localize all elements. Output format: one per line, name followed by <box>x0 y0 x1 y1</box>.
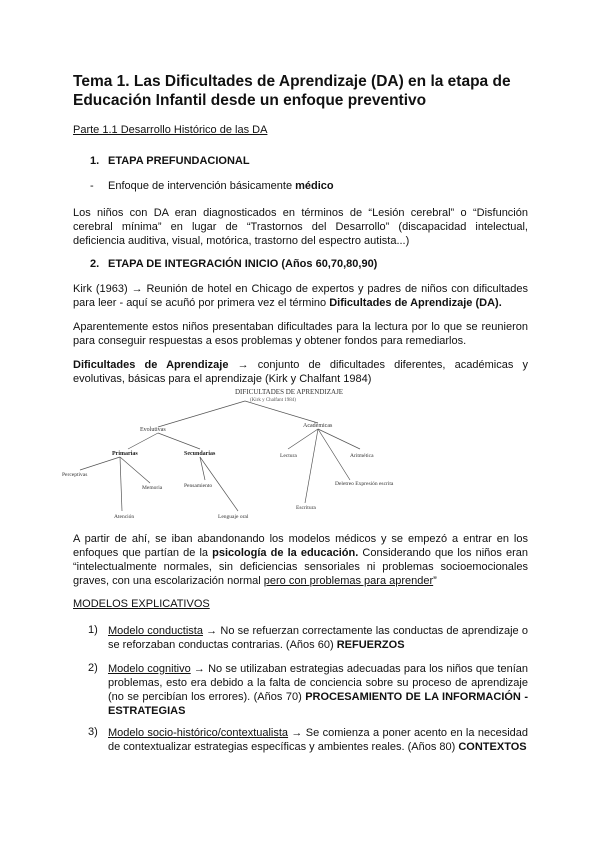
node-secundarias: Secundarias <box>184 451 216 457</box>
definition-text: → conjunto de dificultades diferentes, académicas y evolutivas, básicas para el aprendizaje (Kirk y Chalfant 1984) <box>73 359 528 385</box>
p4-bold: psicología de la educación. <box>212 547 359 559</box>
node-primarias: Primarias <box>112 451 138 457</box>
s2-heading: ETAPA DE INTEGRACIÓN INICIO (Años 60,70,80,90) <box>108 258 378 270</box>
edge <box>120 457 150 483</box>
model-1 <box>108 624 528 652</box>
page-title: Tema 1. Las Dificultades de Aprendizaje (DA) en la etapa de Educación Infantil desde un enfoque preventivo <box>73 73 511 109</box>
model-3 <box>108 726 528 754</box>
s1-heading: ETAPA PREFUNDACIONAL <box>108 155 250 167</box>
node-atencion: Atención <box>114 514 135 520</box>
bullet-text: Enfoque de intervención básicamente <box>108 180 296 192</box>
paragraph-psicologia <box>73 532 528 588</box>
node-evolutivas: Evolutivas <box>140 427 166 433</box>
model-2 <box>108 662 528 718</box>
edge <box>120 457 122 511</box>
model-2-number: 2) <box>88 662 98 674</box>
paragraph-kirk <box>73 282 528 310</box>
model-3-text: → Se comienza a poner acento en la necesidad de contextualizar estrategias específicas y ambientes reales. (Años 80) <box>108 727 528 753</box>
paragraph-lesion: Los niños con DA eran diagnosticados en términos de “Lesión cerebral” o “Disfunción cerebral mínima” en lugar de “Trastornos del Desarrollo” (discapacidad intelectual, deficiencia auditiva, visual, motórica, trastorno del espectro autista...) <box>73 207 528 247</box>
bullet-line <box>108 180 334 192</box>
node-aritmetica: Aritmética <box>350 453 374 459</box>
model-1-bold: REFUERZOS <box>336 639 405 651</box>
p4-text-3: ” <box>433 575 437 587</box>
model-3-number: 3) <box>88 726 98 738</box>
bullet-bold: médico <box>295 180 334 192</box>
p4-text-2: Considerando que los niños eran “intelectualmente normales, sin deficiencias sensoriales ni problemas socioemocionales graves, con una escolarización normal <box>73 547 528 587</box>
edge <box>128 433 158 449</box>
node-memoria: Memoria <box>142 485 163 491</box>
da-tree-diagram <box>60 385 530 525</box>
kirk-text: Kirk (1963) → Reunión de hotel en Chicago de expertos y padres de niños con dificultades para leer - aquí se acuñó por primera vez el término <box>73 283 528 309</box>
model-2-bold: PROCESAMIENTO DE LA INFORMACIÓN - ESTRATEGIAS <box>108 691 528 717</box>
edge <box>158 433 200 449</box>
s2-number: 2. <box>90 258 100 270</box>
model-1-number: 1) <box>88 624 98 636</box>
model-1-name: Modelo conductista <box>108 625 203 637</box>
s1-number: 1. <box>90 155 100 167</box>
paragraph-definition <box>73 358 528 386</box>
model-3-bold: CONTEXTOS <box>458 741 527 753</box>
bullet-dash: - <box>90 180 94 192</box>
models-heading: MODELOS EXPLICATIVOS <box>73 598 210 610</box>
node-lectura: Lectura <box>280 453 297 459</box>
p4-text-1: A partir de ahí, se iban abandonando los modelos médicos y se empezó a entrar en los enfoques que partían de la <box>73 533 528 559</box>
section-subtitle: Parte 1.1 Desarrollo Histórico de las DA <box>73 124 268 136</box>
edge <box>80 457 120 470</box>
model-1-text: → No se refuerzan correctamente las conductas de aprendizaje o se reforzaban conductas contrarias. (Años 60) <box>108 625 529 651</box>
edge <box>158 401 245 427</box>
kirk-bold: Dificultades de Aprendizaje (DA). <box>329 297 502 309</box>
model-2-text: → No se utilizaban estrategias adecuadas para los niños que tenían problemas, esto era debido a la falta de conciencia sobre su proceso de aprendizaje (no se percibían los errores). (Años 70) <box>108 663 528 703</box>
paragraph-aparentemente: Aparentemente estos niños presentaban dificultades para la lectura por lo que se reunieron para conseguir respuestas a esos problemas y obtener fondos para remediarlos. <box>73 321 528 347</box>
node-academicas: Académicas <box>303 423 333 429</box>
node-lenguaje: Lenguaje oral <box>218 514 249 520</box>
p4-underline: pero con problemas para aprender <box>263 575 434 587</box>
node-escritura: Escritura <box>296 505 316 511</box>
definition-bold: Dificultades de Aprendizaje <box>73 359 229 371</box>
diagram-subtitle: (Kirk y Chalfant 1984) <box>250 398 296 403</box>
model-2-name: Modelo cognitivo <box>108 663 191 675</box>
edge <box>245 401 318 423</box>
edge <box>305 429 318 503</box>
diagram-title: DIFICULTADES DE APRENDIZAJE <box>235 388 344 396</box>
node-deletreo: Deletreo Expresión escrita <box>335 481 394 487</box>
model-3-name: Modelo socio-histórico/contextualista <box>108 727 289 739</box>
edge <box>288 429 318 449</box>
node-pensamiento: Pensamiento <box>184 483 213 489</box>
node-perceptivas: Perceptivas <box>62 472 88 478</box>
